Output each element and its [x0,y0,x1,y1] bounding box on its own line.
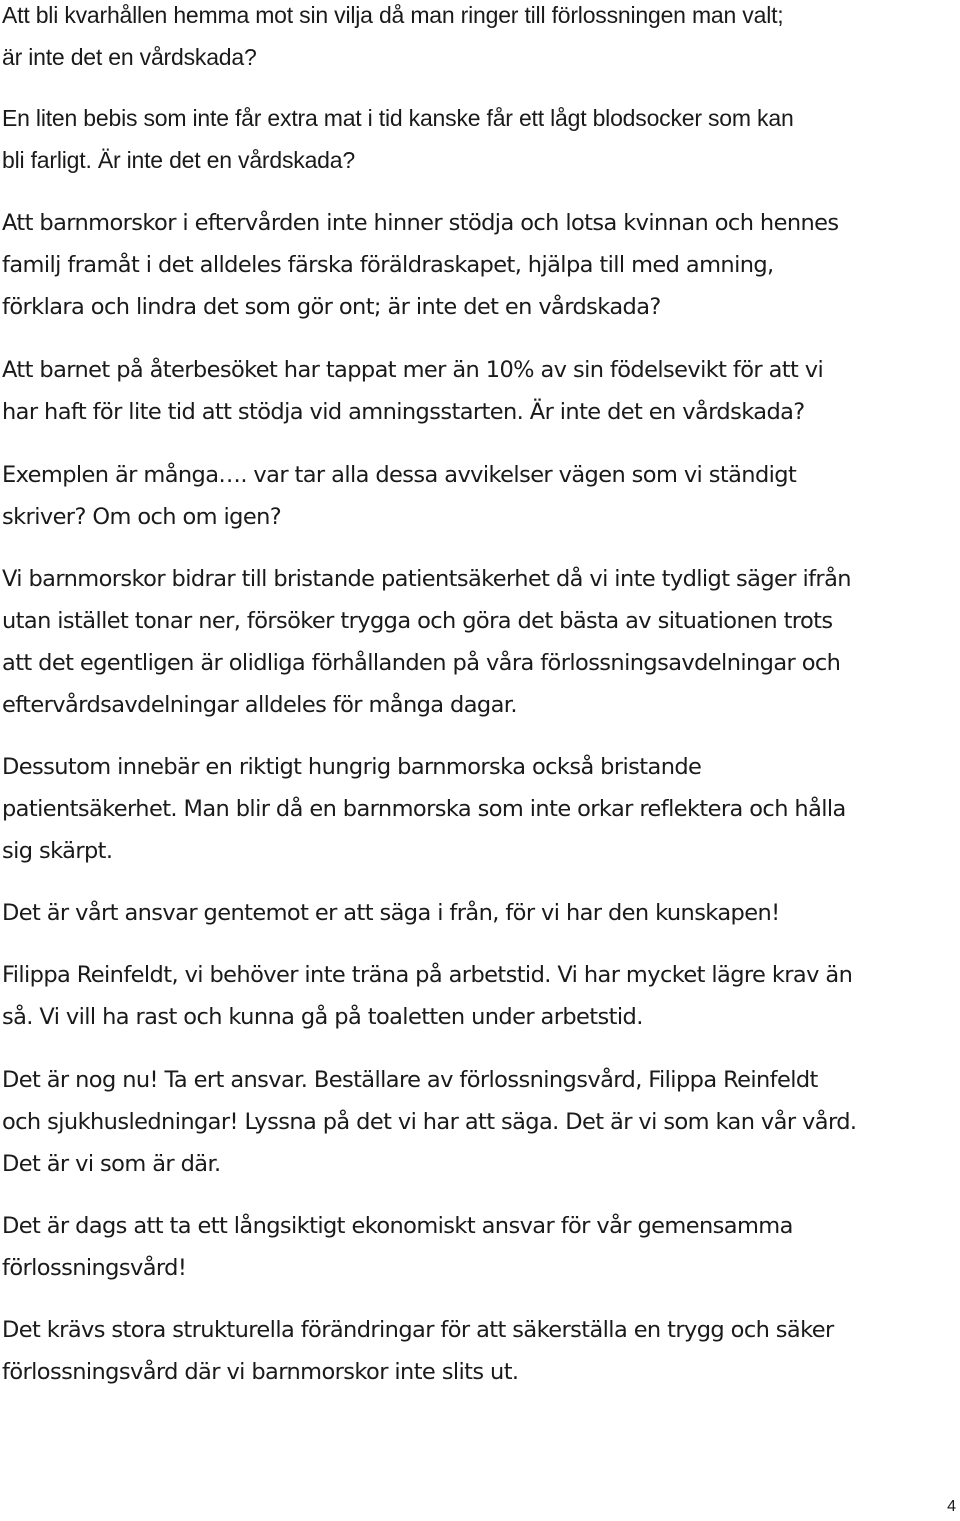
paragraph-7: Dessutom innebär en riktigt hungrig barnmorska också bristande patientsäkerhet. Man blir då en barnmorska som inte orkar reflektera och hålla sig skärpt. [2,754,846,864]
paragraph-4: Att barnet på återbesöket har tappat mer än 10% av sin födelsevikt för att vi har haft för lite tid att stödja vid amningsstarten. Är inte det en vårdskada? [2,357,824,425]
paragraph-12: Det krävs stora strukturella förändringar för att säkerställa en trygg och säker förlossningsvård där vi barnmorskor inte slits ut. [2,1317,834,1385]
paragraph-1: Att bli kvarhållen hemma mot sin vilja då man ringer till förlossningen man valt; är inte det en vårdskada? [2,2,784,70]
paragraph-5: Exemplen är många…. var tar alla dessa avvikelser vägen som vi ständigt skriver? Om och om igen? [2,462,797,530]
paragraph-6: Vi barnmorskor bidrar till bristande patientsäkerhet då vi inte tydligt säger ifrån utan istället tonar ner, försöker trygga och göra det bästa av situationen trots att det egentligen är olidliga förhållanden på våra förlossningsavdelningar och eftervårdsavdelningar alldeles för många dagar. [2,566,851,718]
paragraph-10: Det är nog nu! Ta ert ansvar. Beställare av förlossningsvård, Filippa Reinfeldt och sjukhusledningar! Lyssna på det vi har att säga. Det är vi som kan vår vård. Det är vi som är där. [2,1067,857,1177]
page-number: 4 [947,1498,956,1515]
paragraph-9: Filippa Reinfeldt, vi behöver inte träna på arbetstid. Vi har mycket lägre krav än så. Vi vill ha rast och kunna gå på toaletten under arbetstid. [2,962,853,1030]
paragraph-2: En liten bebis som inte får extra mat i tid kanske får ett lågt blodsocker som kan bli farligt. Är inte det en vårdskada? [2,105,794,173]
paragraph-11: Det är dags att ta ett långsiktigt ekonomiskt ansvar för vår gemensamma förlossningsvård! [2,1213,793,1281]
paragraph-3: Att barnmorskor i eftervården inte hinner stödja och lotsa kvinnan och hennes familj framåt i det alldeles färska föräldraskapet, hjälpa till med amning, förklara och lindra det som gör ont; är inte det en vårdskada? [2,210,839,320]
paragraph-8: Det är vårt ansvar gentemot er att säga i från, för vi har den kunskapen! [2,900,780,926]
